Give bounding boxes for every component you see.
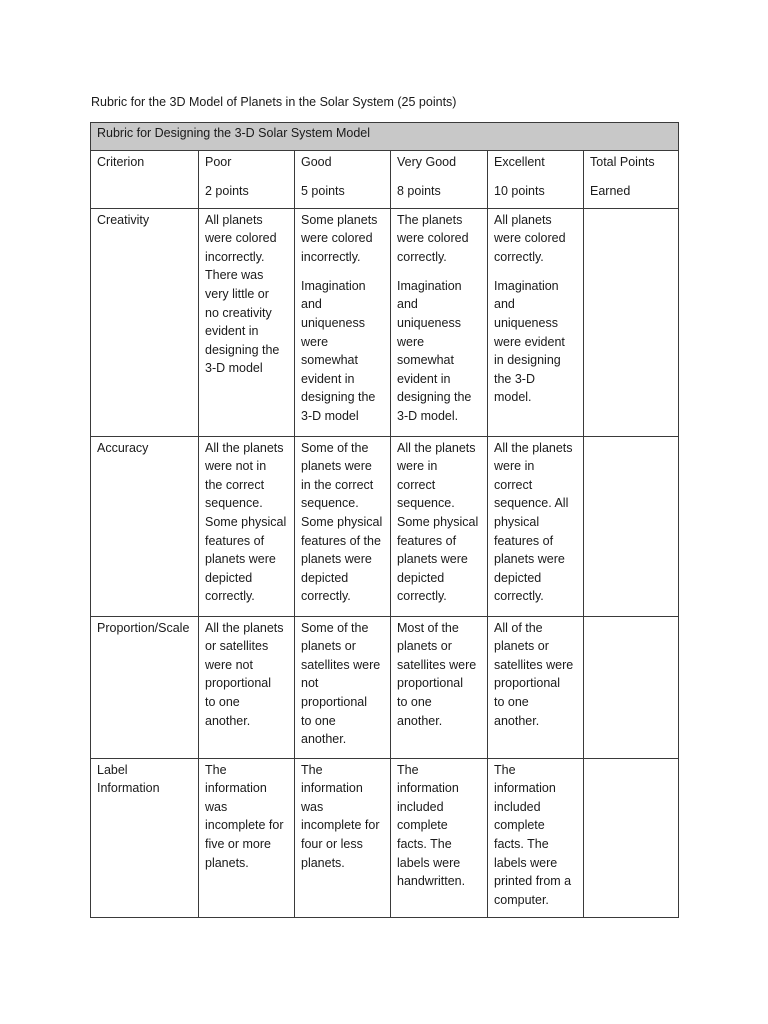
excellent-cell [488, 758, 584, 917]
header-good [295, 150, 391, 208]
excellent-cell [488, 616, 584, 758]
very-good-cell [391, 436, 488, 616]
header-excellent [488, 150, 584, 208]
header-excellent-label: Excellent [494, 154, 545, 169]
excellent-text: All of the planets or satellites were proportional to one another. [494, 620, 574, 728]
excellent-text: All planets were colored correctly. [494, 212, 566, 264]
criterion-cell [91, 616, 199, 758]
header-total [584, 150, 679, 208]
total-points-cell [584, 758, 679, 917]
header-criterion-label: Criterion [97, 154, 145, 169]
very-good-cell [391, 616, 488, 758]
table-row [91, 208, 679, 436]
header-row [91, 150, 679, 208]
poor-text: All planets were colored incorrectly. There was very little or no creativity evident in designing the 3-D model [205, 212, 280, 376]
good-cell [295, 208, 391, 436]
document-title: Rubric for the 3D Model of Planets in the Solar System (25 points) [91, 95, 457, 109]
good-cell [295, 616, 391, 758]
rubric-table [90, 122, 679, 918]
excellent-cell [488, 436, 584, 616]
total-points-cell [584, 436, 679, 616]
good-text: Some of the planets were in the correct sequence. Some physical features of the planets were depicted correctly. [301, 440, 383, 604]
header-total-points: Earned [590, 183, 631, 198]
header-excellent-points: 10 points [494, 183, 545, 198]
header-total-label: Total Points [590, 154, 655, 169]
poor-cell [199, 208, 295, 436]
criterion-cell [91, 208, 199, 436]
poor-cell [199, 616, 295, 758]
criterion-label: Creativity [97, 212, 150, 227]
header-poor [199, 150, 295, 208]
excellent-text: All the planets were in correct sequence. All physical features of planets were depicted correctly. [494, 440, 573, 604]
header-poor-points: 2 points [205, 183, 249, 198]
very-good-text: The information included complete facts. The labels were handwritten. [397, 762, 466, 889]
excellent-cell [488, 208, 584, 436]
poor-text: The information was incomplete for five or more planets. [205, 762, 284, 870]
very-good-text: Imagination and uniqueness were somewhat evident in designing the 3-D model. [397, 278, 472, 424]
header-very-good-points: 8 points [397, 183, 441, 198]
good-text: Imagination and uniqueness were somewhat evident in designing the 3-D model [301, 278, 376, 424]
very-good-text: All the planets were in correct sequence. Some physical features of planets were depicted correctly. [397, 440, 479, 604]
poor-text: All the planets were not in the correct sequence. Some physical features of planets were depicted correctly. [205, 440, 287, 604]
table-row [91, 758, 679, 917]
very-good-text: The planets were colored correctly. [397, 212, 469, 264]
criterion-label: Accuracy [97, 440, 149, 455]
very-good-text: Most of the planets or satellites were proportional to one another. [397, 620, 477, 728]
header-poor-label: Poor [205, 154, 232, 169]
criterion-cell [91, 758, 199, 917]
table-row [91, 436, 679, 616]
table-row [91, 616, 679, 758]
criterion-cell [91, 436, 199, 616]
poor-text: All the planets or satellites were not proportional to one another. [205, 620, 284, 728]
header-very-good [391, 150, 488, 208]
very-good-cell [391, 208, 488, 436]
good-text: The information was incomplete for four or less planets. [301, 762, 380, 870]
header-very-good-label: Very Good [397, 154, 457, 169]
criterion-label: Label Information [97, 762, 160, 796]
total-points-cell [584, 616, 679, 758]
poor-cell [199, 436, 295, 616]
table-caption: Rubric for Designing the 3-D Solar System Model [91, 123, 679, 151]
good-cell [295, 758, 391, 917]
good-cell [295, 436, 391, 616]
good-text: Some planets were colored incorrectly. [301, 212, 378, 264]
header-good-points: 5 points [301, 183, 345, 198]
header-good-label: Good [301, 154, 332, 169]
poor-cell [199, 758, 295, 917]
excellent-text: Imagination and uniqueness were evident in designing the 3-D model. [494, 278, 565, 405]
excellent-text: The information included complete facts. The labels were printed from a computer. [494, 762, 572, 907]
good-text: Some of the planets or satellites were not proportional to one another. [301, 620, 381, 747]
header-criterion [91, 150, 199, 208]
total-points-cell [584, 208, 679, 436]
very-good-cell [391, 758, 488, 917]
criterion-label: Proportion/Scale [97, 620, 190, 635]
